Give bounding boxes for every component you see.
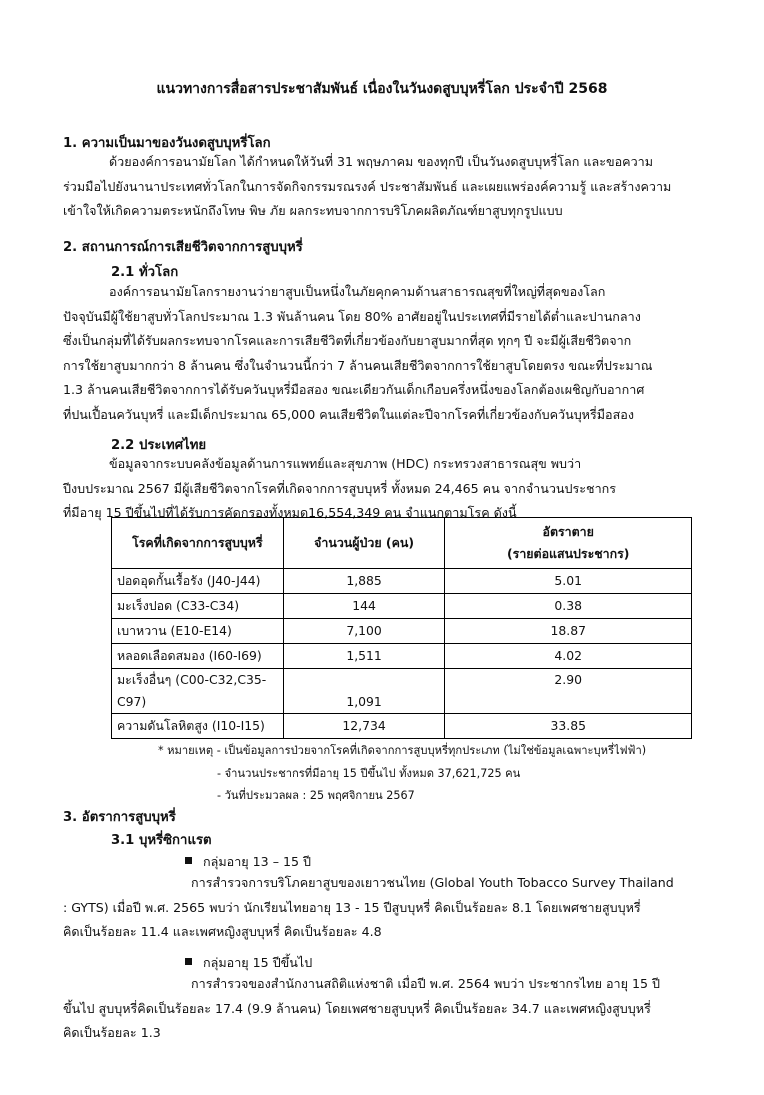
table-note-2: - จำนวนประชากรที่มีอายุ 15 ปีขึ้นไป ทั้งหมด 37,621,725 คน: [217, 767, 521, 780]
cell-disease: ปอดอุดกั้นเรื้อรัง (J40-J44): [112, 569, 284, 594]
cell-patients: 12,734: [283, 714, 445, 739]
section-1-heading: 1. ความเป็นมาของวันงดสูบบุหรี่โลก: [63, 136, 271, 151]
cell-patients: 1,885: [283, 569, 445, 594]
bullet-age-13-15: [185, 852, 311, 872]
s1-line-2: ร่วมมือไปยังนานาประเทศทั่วโลกในการจัดกิจกรรมรณรงค์ ประชาสัมพันธ์ และเผยแพร่องค์ความรู้ และสร้างความ: [63, 178, 672, 194]
s21-line-2: ปัจจุบันมีผู้ใช้ยาสูบทั่วโลกประมาณ 1.3 พันล้านคน โดย 80% อาศัยอยู่ในประเทศที่มีรายได้ต่ำและปานกลาง: [63, 308, 641, 324]
bullet-1-paragraph: [63, 871, 699, 945]
table-row: [112, 569, 692, 594]
s1-line-3: เข้าใจให้เกิดความตระหนักถึงโทษ พิษ ภัย ผลกระทบจากการบริโภคผลิตภัณฑ์ยาสูบทุกรูปแบบ: [63, 203, 563, 219]
b2-line-3: คิดเป็นร้อยละ 1.3: [63, 1025, 161, 1041]
cell-rate: 33.85: [445, 714, 692, 739]
cell-rate: 4.02: [445, 644, 692, 669]
table-note-1: * หมายเหตุ - เป็นข้อมูลการป่วยจากโรคที่เกิดจากการสูบบุหรี่ทุกประเภท (ไม่ใช่ข้อมูลเฉพาะบุหรี่ไฟฟ้า): [158, 744, 647, 757]
b1-line-2: : GYTS) เมื่อปี พ.ศ. 2565 พบว่า นักเรียนไทยอายุ 13 - 15 ปีสูบบุหรี่ คิดเป็นร้อยละ 8.1 โดยเพศชายสูบบุหรี่: [63, 899, 641, 915]
s21-line-3: ซึ่งเป็นกลุ่มที่ได้รับผลกระทบจากโรคและการเสียชีวิตที่เกี่ยวข้องกับยาสูบมากที่สุด ทุกๆ ปี จะมีผู้เสียชีวิตจาก: [63, 333, 632, 349]
b1-line-1: การสำรวจการบริโภคยาสูบของเยาวชนไทย (Global Youth Tobacco Survey Thailand: [191, 875, 674, 890]
header-rate-line-2: (รายต่อแสนประชากร): [507, 546, 630, 561]
cell-patients: 144: [283, 594, 445, 619]
section-2-2-paragraph: [63, 452, 699, 526]
cell-disease: [112, 669, 284, 714]
s22-line-2: ปีงบประมาณ 2567 มีผู้เสียชีวิตจากโรคที่เกิดจากการสูบบุหรี่ ทั้งหมด 24,465 คน จากจำนวนประชากร: [63, 480, 617, 496]
bullet-2-paragraph: [63, 972, 699, 1046]
cell-disease-line-1: มะเร็งอื่นๆ (C00-C32,C35-: [117, 672, 267, 687]
cell-rate: 5.01: [445, 569, 692, 594]
table-row: [112, 619, 692, 644]
cell-disease: หลอดเลือดสมอง (I60-I69): [112, 644, 284, 669]
disease-mortality-table: [111, 517, 692, 739]
header-patients: จำนวนผู้ป่วย (คน): [283, 518, 445, 569]
cell-rate: 0.38: [445, 594, 692, 619]
bullet-age-15-plus: [185, 953, 312, 973]
section-1-paragraph: [63, 150, 699, 224]
table-note-3: - วันที่ประมวลผล : 25 พฤศจิกายน 2567: [217, 789, 415, 802]
header-rate: [445, 518, 692, 569]
b1-line-3: คิดเป็นร้อยละ 11.4 และเพศหญิงสูบบุหรี่ คิดเป็นร้อยละ 4.8: [63, 924, 382, 940]
table-header-row: [112, 518, 692, 569]
section-2-2-heading: 2.2 ประเทศไทย: [111, 438, 207, 453]
square-bullet-icon: [185, 958, 192, 965]
cell-patients: 1,091: [283, 669, 445, 714]
table-row: [112, 644, 692, 669]
s21-line-5: 1.3 ล้านคนเสียชีวิตจากการได้รับควันบุหรี่มือสอง ขณะเดียวกันเด็กเกือบครึ่งหนึ่งของโลกต้องเผชิญกับอากาศ: [63, 382, 645, 398]
section-3-1-heading: 3.1 บุหรี่ซิกาแรต: [111, 833, 212, 848]
cell-disease: เบาหวาน (E10-E14): [112, 619, 284, 644]
s21-line-4: การใช้ยาสูบมากกว่า 8 ล้านคน ซึ่งในจำนวนนี้กว่า 7 ล้านคนเสียชีวิตจากการใช้ยาสูบโดยตรง ขณะที่ประมาณ: [63, 357, 653, 373]
document-title: แนวทางการสื่อสารประชาสัมพันธ์ เนื่องในวันงดสูบบุหรี่โลก ประจำปี 2568: [156, 81, 608, 97]
s21-line-1: องค์การอนามัยโลกรายงานว่ายาสูบเป็นหนึ่งในภัยคุกคามด้านสาธารณสุขที่ใหญ่ที่สุดของโลก: [109, 284, 606, 299]
cell-patients: 7,100: [283, 619, 445, 644]
s1-line-1: ด้วยองค์การอนามัยโลก ได้กำหนดให้วันที่ 31 พฤษภาคม ของทุกปี เป็นวันงดสูบบุหรี่โลก และขอความ: [109, 154, 654, 169]
s22-line-1: ข้อมูลจากระบบคลังข้อมูลด้านการแพทย์และสุขภาพ (HDC) กระทรวงสาธารณสุข พบว่า: [109, 456, 582, 471]
cell-patients: 1,511: [283, 644, 445, 669]
header-rate-line-1: อัตราตาย: [542, 524, 594, 539]
b2-line-1: การสำรวจของสำนักงานสถิติแห่งชาติ เมื่อปี พ.ศ. 2564 พบว่า ประชากรไทย อายุ 15 ปี: [191, 976, 660, 991]
cell-disease-line-2: C97): [117, 694, 147, 709]
section-3-heading: 3. อัตราการสูบบุหรี่: [63, 810, 176, 825]
s22-line-3: ที่มีอายุ 15 ปีขึ้นไปที่ได้รับการคัดกรองทั้งหมด16,554,349 คน จำแนกตามโรค ดังนี้: [63, 505, 517, 521]
section-2-1-heading: 2.1 ทั่วโลก: [111, 265, 179, 280]
section-2-1-paragraph: [63, 280, 699, 428]
bullet-label: กลุ่มอายุ 15 ปีขึ้นไป: [203, 955, 313, 970]
square-bullet-icon: [185, 857, 192, 864]
header-disease: โรคที่เกิดจากการสูบบุหรี่: [112, 518, 284, 569]
table-row: [112, 714, 692, 739]
cell-disease: มะเร็งปอด (C33-C34): [112, 594, 284, 619]
s21-line-6: ที่ปนเปื้อนควันบุหรี่ และมีเด็กประมาณ 65,000 คนเสียชีวิตในแต่ละปีจากโรคที่เกี่ยวข้องกับควันบุหรี่มือสอง: [63, 406, 635, 422]
cell-rate: 18.87: [445, 619, 692, 644]
table-row: [112, 594, 692, 619]
bullet-label: กลุ่มอายุ 13 – 15 ปี: [203, 854, 312, 869]
section-2-heading: 2. สถานการณ์การเสียชีวิตจากการสูบบุหรี่: [63, 240, 303, 255]
cell-rate: 2.90: [445, 669, 692, 714]
cell-disease: ความดันโลหิตสูง (I10-I15): [112, 714, 284, 739]
b2-line-2: ขึ้นไป สูบบุหรี่คิดเป็นร้อยละ 17.4 (9.9 ล้านคน) โดยเพศชายสูบบุหรี่ คิดเป็นร้อยละ 34.7 และเพศหญิงสูบบุหรี่: [63, 1000, 651, 1016]
table-row: [112, 669, 692, 714]
